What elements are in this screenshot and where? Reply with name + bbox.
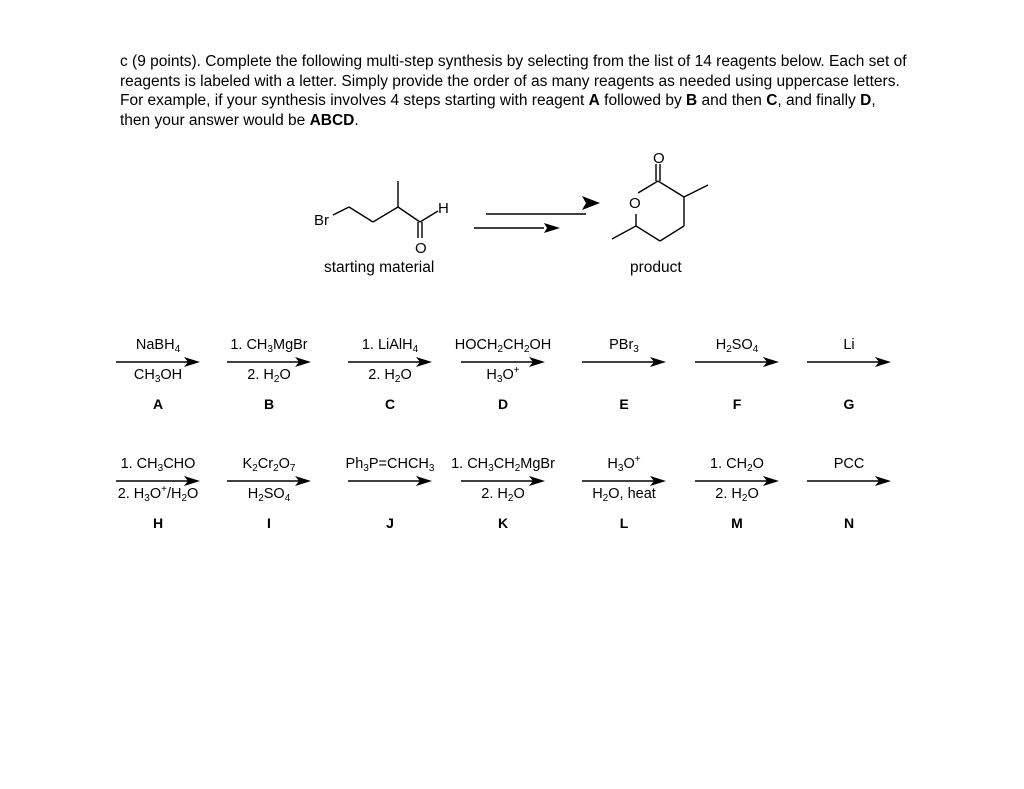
- reagent-letter: B: [263, 396, 275, 412]
- reagent-condition-above: 1. $CH_3CHO$: [120, 456, 196, 474]
- arrowhead-top: [582, 196, 600, 210]
- reagent-condition-below: $H_3O^+$: [486, 365, 520, 385]
- reagent-condition-below: 2. $H_2O$: [481, 486, 525, 504]
- reaction-arrow: [582, 476, 666, 486]
- carbonyl-oxygen-label: O: [415, 240, 427, 257]
- reaction-arrow: [116, 357, 200, 367]
- reaction-arrow: [227, 476, 311, 486]
- reagent-letter: M: [731, 515, 743, 531]
- reagent-condition-above: PCC: [833, 456, 865, 472]
- question-text-part: , and finally: [777, 92, 861, 109]
- question-text-part: followed by: [599, 92, 687, 109]
- reagent-letter: F: [732, 396, 742, 412]
- reagent-l: [576, 456, 672, 536]
- example-answer: ABCD: [309, 111, 355, 129]
- reagent-condition-below: $H_2O$, heat: [592, 486, 656, 504]
- reagent-h: [110, 456, 206, 536]
- reagent-i: [221, 456, 317, 536]
- reaction-arrow: [807, 476, 891, 486]
- reagent-c: [342, 337, 438, 417]
- ring-oxygen-label: O: [629, 195, 641, 212]
- reaction-arrow: [807, 357, 891, 367]
- reagent-condition-above: 1. $CH_2O$: [710, 456, 764, 474]
- reagent-condition-below: $H_2SO_4$: [247, 486, 291, 504]
- reaction-arrow: [227, 357, 311, 367]
- reagent-condition-above: $H_2SO_4$: [715, 337, 759, 355]
- reaction-arrow: [582, 357, 666, 367]
- question-intro: c (9 points). Complete the following multi-step synthesis by selecting from the list of 14 reagents below. Each set of reagents is labeled with a letter. Simply provide the order of as many reagents as needed using uppercase letters. For example, if your synthesis involves 4 steps starting with reagent: [120, 53, 907, 109]
- reagent-letter: J: [386, 515, 394, 531]
- reagent-condition-above: NaBH$_4$: [135, 337, 181, 355]
- example-letter-a: A: [588, 92, 600, 109]
- reaction-arrow: [348, 476, 432, 486]
- reaction-arrow: [348, 357, 432, 367]
- reagent-letter: C: [384, 396, 396, 412]
- bromine-atom-label: Br: [314, 212, 329, 229]
- starting-material-structure: [0, 0, 1024, 300]
- arrowhead-bottom: [544, 223, 560, 233]
- reagent-letter: H: [152, 515, 164, 531]
- question-text-part: , then your answer would be: [120, 92, 876, 129]
- reagent-letter: D: [497, 396, 509, 412]
- reagent-condition-above: $K_2Cr_2O_7$: [242, 456, 296, 474]
- reagent-condition-below: $CH_3OH$: [133, 367, 183, 385]
- reaction-arrow: [695, 357, 779, 367]
- reaction-arrow: [461, 476, 545, 486]
- reagent-letter: A: [152, 396, 164, 412]
- reagent-condition-above: Li: [843, 337, 855, 353]
- reagent-condition-above: $HOCH_2CH_2OH$: [454, 337, 552, 355]
- reaction-arrow: [116, 476, 200, 486]
- reagent-m: [689, 456, 785, 536]
- reagent-condition-above: $Ph_3P=CHCH_3$: [345, 456, 435, 474]
- reagent-letter: G: [843, 396, 855, 412]
- product-label: product: [630, 259, 682, 276]
- reagent-b: [221, 337, 317, 417]
- reaction-arrow: [461, 357, 545, 367]
- example-letter-b: B: [686, 92, 698, 109]
- reagent-condition-below: 2. $H_2O$: [368, 367, 412, 385]
- reagent-d: [455, 337, 551, 417]
- question-text-part: and then: [697, 92, 767, 109]
- reagent-j: [342, 456, 438, 536]
- reagent-condition-below: 2. $H_2O$: [715, 486, 759, 504]
- reagent-g: [801, 337, 897, 417]
- reagent-condition-below: 2. $H_3O^+/H_2O$: [117, 484, 199, 504]
- multistep-arrow: [474, 214, 586, 228]
- aldehyde-hydrogen-label: H: [438, 200, 449, 217]
- starting-material-label: starting material: [324, 259, 435, 276]
- reagent-e: [576, 337, 672, 417]
- reagent-k: [451, 456, 555, 536]
- reagent-letter: K: [497, 515, 509, 531]
- reagent-n: [801, 456, 897, 536]
- product-carbonyl-oxygen-label: O: [653, 150, 665, 167]
- reaction-arrow: [695, 476, 779, 486]
- example-letter-d: D: [860, 92, 872, 109]
- reagent-condition-above: 1. $CH_3CH_2MgBr$: [451, 456, 555, 474]
- reagent-condition-above: 1. $CH_3MgBr$: [230, 337, 308, 355]
- reagent-f: [689, 337, 785, 417]
- question-text-part: .: [354, 111, 359, 129]
- reagent-condition-below: 2. $H_2O$: [247, 367, 291, 385]
- reagent-condition-above: PBr$_3$: [609, 337, 639, 355]
- reagent-letter: N: [843, 515, 855, 531]
- reagent-condition-above: 1. LiAlH$_4$: [361, 337, 419, 355]
- reagent-letter: E: [619, 396, 629, 412]
- reagent-letter: L: [619, 515, 629, 531]
- example-letter-c: C: [766, 92, 778, 109]
- reagent-a: [110, 337, 206, 417]
- reagent-condition-above: $H_3O^+$: [607, 454, 641, 474]
- reagent-letter: I: [267, 515, 271, 531]
